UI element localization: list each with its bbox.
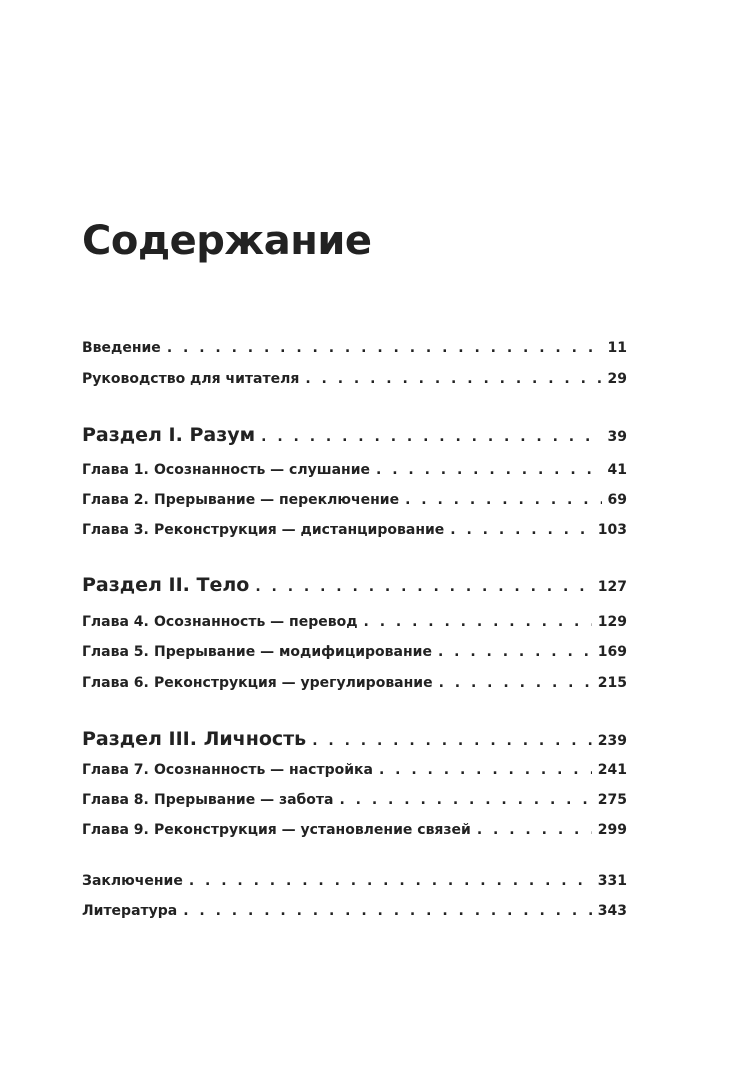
- dot-leader: [379, 762, 592, 778]
- chapter-title: Осознанность — перевод: [154, 614, 358, 630]
- toc-chapter-4[interactable]: [82, 614, 627, 630]
- chapter-number: Глава 8.: [82, 792, 149, 808]
- chapter-title: Реконструкция — урегулирование: [154, 675, 433, 691]
- toc-page-number: 127: [597, 579, 627, 595]
- toc-section-title: Раздел III. Личность: [82, 728, 307, 750]
- toc-chapter-7[interactable]: [82, 762, 627, 778]
- toc-page-number: 239: [597, 733, 627, 749]
- toc-section-title: Раздел II. Тело: [82, 574, 250, 596]
- toc-chapter-label: [82, 614, 358, 630]
- chapter-number: Глава 4.: [82, 614, 149, 630]
- toc-chapter-9[interactable]: [82, 822, 627, 838]
- toc-chapter-label: [82, 522, 444, 538]
- toc-page-number: 129: [597, 614, 627, 630]
- toc-chapter-label: [82, 792, 333, 808]
- toc-chapter-label: [82, 462, 370, 478]
- toc-page-number: 343: [597, 903, 627, 919]
- toc-section-part-3[interactable]: [82, 728, 627, 750]
- toc-entry-references[interactable]: [82, 903, 627, 919]
- chapter-number: Глава 1.: [82, 462, 149, 478]
- toc-page-number: 241: [597, 762, 627, 778]
- toc-entry-label: Введение: [82, 340, 161, 356]
- dot-leader: [439, 675, 592, 691]
- toc-chapter-5[interactable]: [82, 644, 627, 660]
- toc-entry-label: Литература: [82, 903, 178, 919]
- chapter-number: Глава 9.: [82, 822, 149, 838]
- toc-entry-conclusion[interactable]: [82, 873, 627, 889]
- toc-chapter-label: [82, 822, 471, 838]
- toc-chapter-label: [82, 762, 373, 778]
- chapter-title: Осознанность — настройка: [154, 762, 373, 778]
- toc-section-part-2[interactable]: [82, 574, 627, 596]
- toc-page-number: 41: [607, 462, 627, 478]
- toc-chapter-6[interactable]: [82, 675, 627, 691]
- toc-page-number: 169: [597, 644, 627, 660]
- dot-leader: [261, 429, 601, 445]
- chapter-number: Глава 5.: [82, 644, 149, 660]
- chapter-number: Глава 2.: [82, 492, 149, 508]
- toc-chapter-2[interactable]: [82, 492, 627, 508]
- chapter-title: Реконструкция — установление связей: [154, 822, 471, 838]
- chapter-number: Глава 6.: [82, 675, 149, 691]
- toc-page-number: 299: [597, 822, 627, 838]
- dot-leader: [305, 371, 601, 387]
- toc-section-part-1[interactable]: [82, 424, 627, 446]
- chapter-number: Глава 3.: [82, 522, 149, 538]
- chapter-title: Реконструкция — дистанцирование: [154, 522, 445, 538]
- dot-leader: [255, 579, 591, 595]
- toc-page-number: 29: [607, 371, 627, 387]
- toc-chapter-1[interactable]: [82, 462, 627, 478]
- dot-leader: [438, 644, 592, 660]
- chapter-title: Осознанность — слушание: [154, 462, 371, 478]
- dot-leader: [450, 522, 591, 538]
- toc-chapter-label: [82, 644, 432, 660]
- dot-leader: [312, 733, 592, 749]
- toc-page-number: 103: [597, 522, 627, 538]
- toc-chapter-8[interactable]: [82, 792, 627, 808]
- toc-page-number: 275: [597, 792, 627, 808]
- chapter-number: Глава 7.: [82, 762, 149, 778]
- toc-page-number: 39: [607, 429, 627, 445]
- chapter-title: Прерывание — переключение: [154, 492, 400, 508]
- toc-entry-reader-guide[interactable]: [82, 371, 627, 387]
- chapter-title: Прерывание — модифицирование: [154, 644, 432, 660]
- chapter-title: Прерывание — забота: [154, 792, 334, 808]
- dot-leader: [339, 792, 591, 808]
- toc-chapter-3[interactable]: [82, 522, 627, 538]
- toc-chapter-label: [82, 675, 433, 691]
- dot-leader: [183, 903, 592, 919]
- dot-leader: [405, 492, 601, 508]
- page-title: Содержание: [82, 218, 372, 264]
- toc-entry-introduction[interactable]: [82, 340, 627, 356]
- dot-leader: [376, 462, 601, 478]
- toc-page-number: 11: [607, 340, 627, 356]
- toc-chapter-label: [82, 492, 399, 508]
- toc-section-title: Раздел I. Разум: [82, 424, 256, 446]
- dot-leader: [477, 822, 592, 838]
- toc-page-number: 331: [597, 873, 627, 889]
- toc-page-number: 215: [597, 675, 627, 691]
- dot-leader: [364, 614, 592, 630]
- toc-entry-label: Руководство для читателя: [82, 371, 300, 387]
- dot-leader: [167, 340, 602, 356]
- toc-page-number: 69: [607, 492, 627, 508]
- dot-leader: [189, 873, 592, 889]
- toc-entry-label: Заключение: [82, 873, 183, 889]
